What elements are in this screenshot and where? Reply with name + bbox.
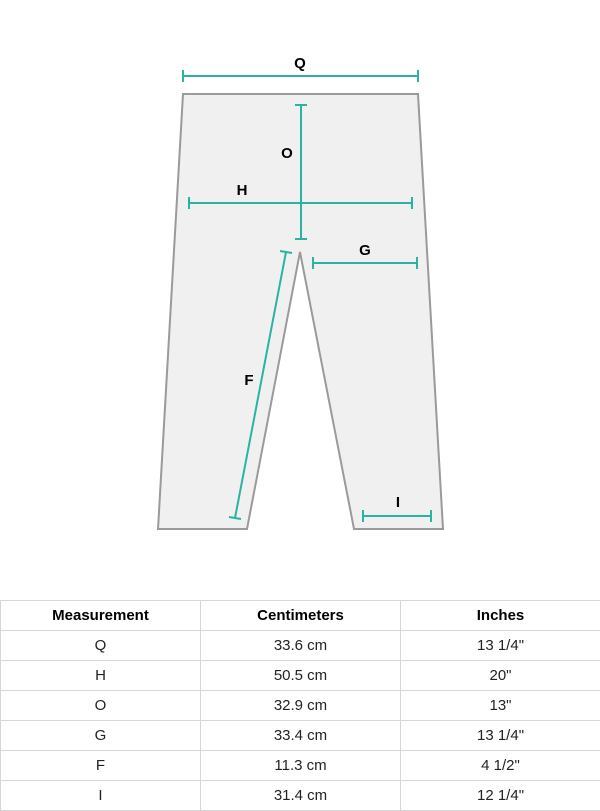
inches-cell: 12 1/4"	[401, 781, 600, 811]
table-header-row	[1, 601, 600, 631]
centimeters-cell: 32.9 cm	[201, 691, 401, 721]
column-header-inches: Inches	[401, 601, 600, 631]
label-i: I	[396, 494, 400, 511]
centimeters-cell: 33.4 cm	[201, 721, 401, 751]
measurement-cell: Q	[1, 631, 201, 661]
label-q: Q	[294, 55, 306, 72]
table-row	[1, 661, 600, 691]
table-row	[1, 781, 600, 811]
inches-cell: 4 1/2"	[401, 751, 600, 781]
centimeters-cell: 31.4 cm	[201, 781, 401, 811]
column-header-measurement: Measurement	[1, 601, 201, 631]
label-g: G	[359, 242, 371, 259]
centimeters-cell: 50.5 cm	[201, 661, 401, 691]
centimeters-cell: 11.3 cm	[201, 751, 401, 781]
measurement-cell: H	[1, 661, 201, 691]
measurement-table	[0, 600, 600, 811]
label-f: F	[244, 372, 253, 389]
label-h: H	[237, 182, 248, 199]
measurement-cell: F	[1, 751, 201, 781]
table-row	[1, 721, 600, 751]
table-row	[1, 751, 600, 781]
measurement-cell: I	[1, 781, 201, 811]
inches-cell: 13 1/4"	[401, 631, 600, 661]
centimeters-cell: 33.6 cm	[201, 631, 401, 661]
measurement-cell: O	[1, 691, 201, 721]
inches-cell: 13"	[401, 691, 600, 721]
table-row	[1, 691, 600, 721]
measurement-cell: G	[1, 721, 201, 751]
label-o: O	[281, 145, 293, 162]
table-row	[1, 631, 600, 661]
column-header-centimeters: Centimeters	[201, 601, 401, 631]
inches-cell: 20"	[401, 661, 600, 691]
inches-cell: 13 1/4"	[401, 721, 600, 751]
